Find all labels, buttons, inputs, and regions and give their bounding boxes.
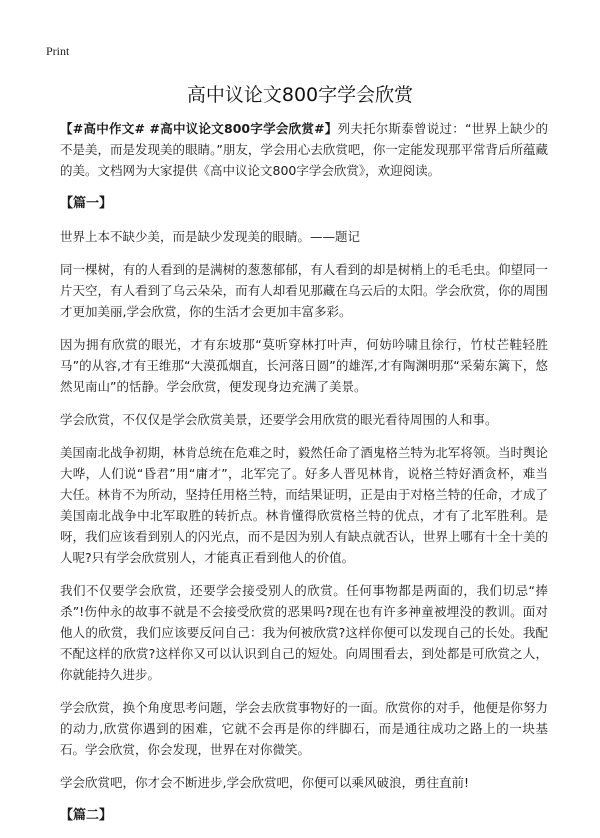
- page-title: 高中议论文800字学会欣赏: [186, 84, 414, 106]
- paragraph: 我们不仅要学会欣赏，还要学会接受别人的欣赏。任何事物都是两面的，我们切忌“捧杀”!伤仲永的故事不就是不会接受欣赏的恶果吗?现在也有许多神童被埋没的教训。面对他人的欣赏，我们应该要反问自己：我为何被欣赏?这样你便可以发现自己的长处。我配不配这样的欣赏?这样你又可以认识到自己的短处。向周围看去，到处都是可欣赏之人，你就能持久进步。: [60, 583, 548, 682]
- paragraph: 世界上本不缺少美，而是缺少发现美的眼睛。——题记: [60, 229, 361, 244]
- paragraph: 同一棵树，有的人看到的是满树的葱葱郁郁，有人看到的却是树梢上的毛毛虫。仰望同一片天空，有人看到了乌云朵朵，而有人却看见那藏在乌云后的太阳。学会欣赏，你的周围才更加美丽,学会欣赏，你的生活才会更加丰富多彩。: [60, 262, 548, 319]
- intro-paragraph: [60, 118, 548, 181]
- paragraph: 学会欣赏，不仅仅是学会欣赏美景，还要学会用欣赏的眼光看待周围的人和事。: [60, 412, 498, 427]
- paragraph: 学会欣赏，换个角度思考问题，学会去欣赏事物好的一面。欣赏你的对手，他便是你努力的动力,欣赏你遇到的困难，它就不会再是你的绊脚石，而是通往成功之路上的一块基石。学会欣赏，你会发现，世界在对你微笑。: [60, 700, 548, 757]
- paragraph: 学会欣赏吧，你才会不断进步,学会欣赏吧，你便可以乘风破浪，勇往直前!: [60, 775, 469, 790]
- section-heading-2: 【篇二】: [60, 808, 113, 823]
- paragraph: 美国南北战争初期，林肯总统在危难之时，毅然任命了酒鬼格兰特为北军将领。当时舆论大哗，人们说“昏君”用“庸才”，北军完了。好多人晋见林肯，说格兰特好酒贪杯，难当大任。林肯不为所动，坚持任用格兰特，而结果证明，正是由于对格兰特的任命，才成了美国南北战争中北军取胜的转折点。林肯懂得欣赏格兰特的优点，才有了北军胜利。是呀，我们应该看到别人的闪光点，而不是因为别人有缺点就否认，世界上哪有十全十美的人呢?只有学会欣赏别人，才能真正看到他人的价值。: [60, 445, 548, 565]
- intro-tag: 【#高中作文# #高中议论文800字学会欣赏#】: [60, 121, 338, 136]
- section-heading-1: 【篇一】: [60, 196, 113, 211]
- article-body: [60, 118, 548, 838]
- paragraph: 因为拥有欣赏的眼光，才有东坡那“莫听穿林打叶声，何妨吟啸且徐行，竹杖芒鞋轻胜马”的从容,才有王维那“大漠孤烟直，长河落日圆”的雄浑,才有陶渊明那“采菊东篱下，悠然见南山”的恬静。学会欣赏，便发现身边充满了美景。: [60, 337, 548, 394]
- intro-text: 列夫托尔斯泰曾说过：“世界上缺少的不是美，而是发现美的眼睛。”朋友，学会用心去欣赏吧，你一定能发现那平常背后所蕴藏的美。文档网为大家提供《高中议论文800字学会欣赏》，欢迎阅读。: [60, 121, 548, 178]
- print-link[interactable]: Print: [46, 44, 70, 58]
